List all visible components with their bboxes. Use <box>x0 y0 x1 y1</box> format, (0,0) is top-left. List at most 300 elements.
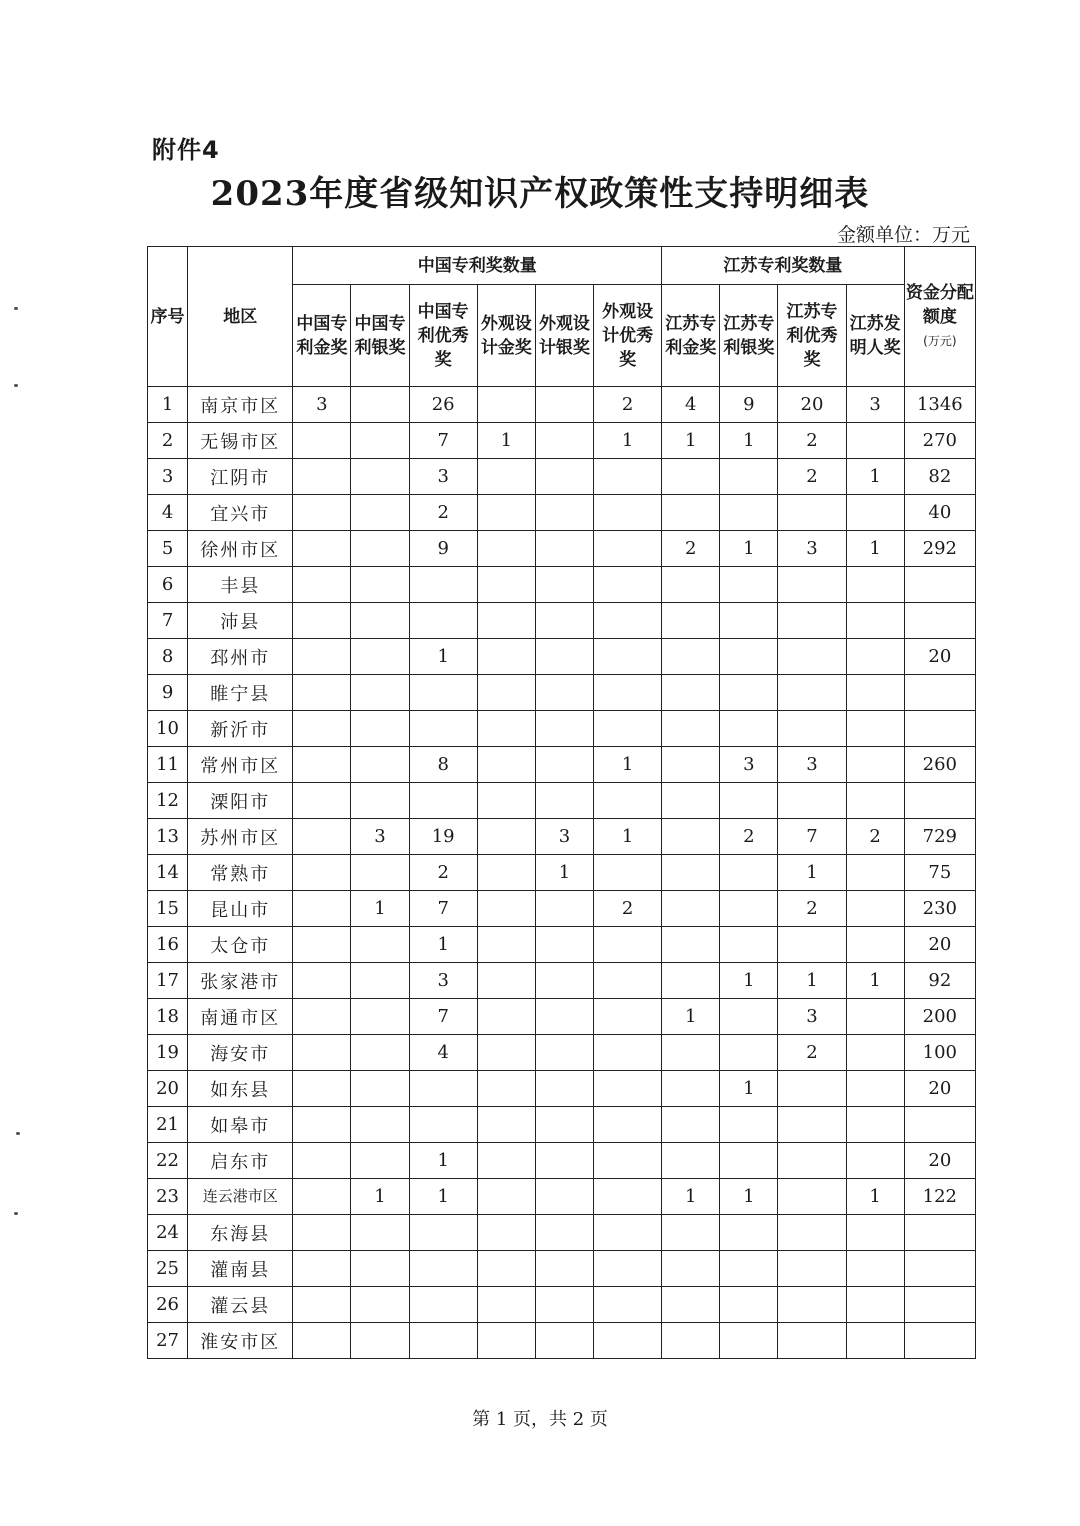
table-row <box>148 711 976 747</box>
cell-count <box>778 927 846 963</box>
header-index: 序号 <box>148 247 188 387</box>
cell-count <box>594 1035 662 1071</box>
cell-count <box>594 1143 662 1179</box>
cell-count <box>477 639 535 675</box>
cell-count: 1 <box>409 927 477 963</box>
cell-count <box>846 855 904 891</box>
cell-count <box>720 1251 778 1287</box>
cell-index: 14 <box>148 855 188 891</box>
cell-count <box>477 1323 535 1359</box>
cell-count <box>477 1143 535 1179</box>
cell-count <box>409 603 477 639</box>
cell-count <box>720 567 778 603</box>
cell-count <box>846 711 904 747</box>
cell-fund: 20 <box>904 1143 975 1179</box>
cell-count <box>293 891 351 927</box>
cell-count <box>477 891 535 927</box>
cell-count <box>477 531 535 567</box>
cell-count <box>662 891 720 927</box>
cell-index: 20 <box>148 1071 188 1107</box>
cell-count <box>535 891 593 927</box>
cell-index: 15 <box>148 891 188 927</box>
cell-count <box>535 1215 593 1251</box>
cell-count <box>293 459 351 495</box>
cell-count <box>778 1251 846 1287</box>
cell-count <box>293 999 351 1035</box>
header-col: 中国专利银奖 <box>351 285 409 387</box>
cell-count <box>293 747 351 783</box>
cell-count <box>662 639 720 675</box>
cell-count <box>409 783 477 819</box>
cell-count: 7 <box>409 423 477 459</box>
cell-count: 3 <box>720 747 778 783</box>
cell-fund: 122 <box>904 1179 975 1215</box>
header-group-jiangsu: 江苏专利奖数量 <box>662 247 905 285</box>
cell-count <box>477 1179 535 1215</box>
cell-index: 27 <box>148 1323 188 1359</box>
cell-count: 2 <box>409 855 477 891</box>
cell-count <box>535 423 593 459</box>
cell-count: 1 <box>409 1179 477 1215</box>
cell-count <box>778 1071 846 1107</box>
cell-count <box>409 1071 477 1107</box>
cell-count <box>720 603 778 639</box>
cell-count: 7 <box>409 999 477 1035</box>
table-body <box>148 387 976 1359</box>
cell-count <box>594 1323 662 1359</box>
cell-count <box>778 603 846 639</box>
cell-region: 南通市区 <box>188 999 293 1035</box>
cell-count <box>409 1107 477 1143</box>
cell-region: 丰县 <box>188 567 293 603</box>
cell-count <box>535 927 593 963</box>
cell-count: 1 <box>409 639 477 675</box>
header-col: 外观设计优秀奖 <box>594 285 662 387</box>
cell-count: 1 <box>409 1143 477 1179</box>
header-group-china: 中国专利奖数量 <box>293 247 662 285</box>
unit-note: 金额单位：万元 <box>836 224 970 246</box>
cell-fund <box>904 1251 975 1287</box>
cell-fund: 260 <box>904 747 975 783</box>
page-title: 2023年度省级知识产权政策性支持明细表 <box>210 174 870 214</box>
table-row <box>148 1323 976 1359</box>
cell-count <box>409 1215 477 1251</box>
cell-index: 8 <box>148 639 188 675</box>
cell-region: 无锡市区 <box>188 423 293 459</box>
cell-count <box>293 1143 351 1179</box>
cell-index: 13 <box>148 819 188 855</box>
cell-count <box>351 531 409 567</box>
cell-count <box>594 1287 662 1323</box>
cell-count <box>662 927 720 963</box>
cell-count: 3 <box>846 387 904 423</box>
cell-index: 24 <box>148 1215 188 1251</box>
cell-count <box>662 711 720 747</box>
cell-count <box>477 459 535 495</box>
header-fund-label: 资金分配额度 <box>905 282 974 327</box>
cell-count: 19 <box>409 819 477 855</box>
cell-count <box>351 387 409 423</box>
cell-fund: 270 <box>904 423 975 459</box>
cell-count <box>846 891 904 927</box>
cell-count <box>846 567 904 603</box>
cell-count <box>778 1179 846 1215</box>
cell-count <box>846 1215 904 1251</box>
cell-count <box>594 927 662 963</box>
cell-region: 太仓市 <box>188 927 293 963</box>
cell-count <box>778 1287 846 1323</box>
cell-index: 22 <box>148 1143 188 1179</box>
cell-count <box>535 1143 593 1179</box>
cell-count <box>293 1287 351 1323</box>
cell-count: 1 <box>594 747 662 783</box>
cell-fund: 20 <box>904 639 975 675</box>
cell-region: 宜兴市 <box>188 495 293 531</box>
cell-count <box>351 603 409 639</box>
cell-region: 新沂市 <box>188 711 293 747</box>
cell-region: 灌云县 <box>188 1287 293 1323</box>
cell-count: 1 <box>846 963 904 999</box>
cell-count <box>535 999 593 1035</box>
cell-count <box>351 1287 409 1323</box>
cell-fund: 729 <box>904 819 975 855</box>
cell-count <box>535 675 593 711</box>
cell-count <box>846 999 904 1035</box>
scan-speck <box>16 1132 20 1135</box>
cell-count <box>351 999 409 1035</box>
cell-count: 9 <box>409 531 477 567</box>
cell-count <box>535 531 593 567</box>
cell-count <box>778 675 846 711</box>
cell-count <box>351 927 409 963</box>
cell-count: 1 <box>535 855 593 891</box>
cell-count <box>594 999 662 1035</box>
table-row <box>148 567 976 603</box>
cell-count: 9 <box>720 387 778 423</box>
cell-count <box>846 675 904 711</box>
cell-count: 4 <box>409 1035 477 1071</box>
cell-count <box>293 531 351 567</box>
cell-count <box>662 1107 720 1143</box>
cell-count: 2 <box>778 423 846 459</box>
cell-count <box>778 783 846 819</box>
cell-count <box>535 1071 593 1107</box>
cell-count: 8 <box>409 747 477 783</box>
cell-region: 如东县 <box>188 1071 293 1107</box>
cell-count: 1 <box>720 1179 778 1215</box>
cell-count <box>594 1107 662 1143</box>
cell-count <box>778 495 846 531</box>
cell-count <box>535 603 593 639</box>
cell-index: 12 <box>148 783 188 819</box>
cell-fund: 100 <box>904 1035 975 1071</box>
cell-count: 3 <box>351 819 409 855</box>
cell-count <box>293 1071 351 1107</box>
cell-count <box>720 927 778 963</box>
cell-count <box>351 567 409 603</box>
header-col: 江苏发明人奖 <box>846 285 904 387</box>
cell-count <box>293 927 351 963</box>
cell-fund <box>904 1323 975 1359</box>
cell-count <box>477 999 535 1035</box>
cell-fund: 92 <box>904 963 975 999</box>
cell-count: 2 <box>662 531 720 567</box>
cell-count <box>351 1071 409 1107</box>
cell-count <box>662 675 720 711</box>
cell-count <box>846 639 904 675</box>
cell-count <box>351 1215 409 1251</box>
cell-count <box>293 423 351 459</box>
cell-count <box>778 711 846 747</box>
cell-count <box>293 819 351 855</box>
cell-index: 1 <box>148 387 188 423</box>
cell-count: 3 <box>409 459 477 495</box>
cell-count <box>409 1287 477 1323</box>
table-row <box>148 891 976 927</box>
cell-count <box>477 603 535 639</box>
table-row <box>148 1071 976 1107</box>
table-row <box>148 531 976 567</box>
cell-count: 2 <box>778 459 846 495</box>
cell-count <box>594 783 662 819</box>
cell-count <box>720 1035 778 1071</box>
cell-count <box>662 1287 720 1323</box>
cell-count <box>662 819 720 855</box>
cell-count: 20 <box>778 387 846 423</box>
cell-count <box>720 711 778 747</box>
cell-index: 18 <box>148 999 188 1035</box>
cell-count <box>293 639 351 675</box>
cell-fund <box>904 1107 975 1143</box>
cell-count <box>293 1035 351 1071</box>
cell-count <box>846 747 904 783</box>
cell-fund: 292 <box>904 531 975 567</box>
cell-count <box>720 639 778 675</box>
cell-index: 11 <box>148 747 188 783</box>
cell-count <box>477 819 535 855</box>
cell-count <box>351 711 409 747</box>
cell-count <box>477 1287 535 1323</box>
cell-count <box>662 1071 720 1107</box>
cell-fund <box>904 1287 975 1323</box>
cell-count <box>477 567 535 603</box>
cell-count: 1 <box>720 423 778 459</box>
cell-count: 3 <box>778 747 846 783</box>
cell-region: 江阴市 <box>188 459 293 495</box>
cell-count <box>720 999 778 1035</box>
cell-count <box>351 1323 409 1359</box>
cell-count: 1 <box>846 531 904 567</box>
cell-index: 6 <box>148 567 188 603</box>
cell-count <box>720 495 778 531</box>
cell-count <box>846 783 904 819</box>
cell-count <box>535 1107 593 1143</box>
table-row <box>148 1035 976 1071</box>
cell-count <box>662 567 720 603</box>
table-row <box>148 1287 976 1323</box>
cell-count: 4 <box>662 387 720 423</box>
cell-count: 2 <box>778 891 846 927</box>
table-row <box>148 1143 976 1179</box>
cell-count <box>535 783 593 819</box>
cell-count: 1 <box>351 891 409 927</box>
cell-count: 1 <box>778 855 846 891</box>
cell-count <box>778 567 846 603</box>
table-row <box>148 855 976 891</box>
cell-count <box>778 1215 846 1251</box>
cell-count <box>477 1035 535 1071</box>
cell-count <box>662 603 720 639</box>
cell-count <box>662 459 720 495</box>
cell-fund: 82 <box>904 459 975 495</box>
cell-fund: 40 <box>904 495 975 531</box>
table-row <box>148 639 976 675</box>
cell-count <box>846 1323 904 1359</box>
cell-count <box>477 1215 535 1251</box>
table-row <box>148 387 976 423</box>
cell-count: 3 <box>293 387 351 423</box>
cell-count: 1 <box>720 1071 778 1107</box>
cell-count <box>351 423 409 459</box>
cell-count: 3 <box>778 531 846 567</box>
cell-count: 3 <box>535 819 593 855</box>
cell-fund <box>904 783 975 819</box>
cell-count <box>846 1107 904 1143</box>
cell-count <box>351 1035 409 1071</box>
cell-count <box>594 603 662 639</box>
cell-count <box>720 675 778 711</box>
cell-count: 1 <box>477 423 535 459</box>
cell-count <box>409 711 477 747</box>
cell-count: 7 <box>778 819 846 855</box>
cell-count <box>535 459 593 495</box>
cell-count <box>594 1071 662 1107</box>
cell-count <box>351 747 409 783</box>
cell-count <box>594 639 662 675</box>
cell-index: 4 <box>148 495 188 531</box>
cell-index: 10 <box>148 711 188 747</box>
scan-speck <box>14 384 18 387</box>
cell-count <box>409 1251 477 1287</box>
cell-count <box>477 855 535 891</box>
table-row <box>148 423 976 459</box>
cell-count <box>594 567 662 603</box>
cell-count <box>594 1215 662 1251</box>
table-row <box>148 819 976 855</box>
cell-index: 9 <box>148 675 188 711</box>
cell-index: 7 <box>148 603 188 639</box>
cell-count <box>662 855 720 891</box>
cell-region: 南京市区 <box>188 387 293 423</box>
cell-count: 2 <box>846 819 904 855</box>
cell-count <box>351 783 409 819</box>
cell-count <box>662 1251 720 1287</box>
cell-count: 1 <box>778 963 846 999</box>
cell-count <box>594 459 662 495</box>
cell-region: 连云港市区 <box>188 1179 293 1215</box>
cell-index: 19 <box>148 1035 188 1071</box>
cell-region: 灌南县 <box>188 1251 293 1287</box>
cell-index: 23 <box>148 1179 188 1215</box>
cell-count <box>477 1251 535 1287</box>
cell-count: 2 <box>720 819 778 855</box>
cell-count <box>293 1107 351 1143</box>
cell-count: 1 <box>351 1179 409 1215</box>
cell-count <box>778 1143 846 1179</box>
table-row <box>148 495 976 531</box>
cell-count <box>477 675 535 711</box>
header-col: 中国专利优秀奖 <box>409 285 477 387</box>
cell-count <box>351 495 409 531</box>
cell-count <box>477 963 535 999</box>
cell-count <box>351 963 409 999</box>
cell-count: 2 <box>778 1035 846 1071</box>
cell-region: 海安市 <box>188 1035 293 1071</box>
table-row <box>148 1107 976 1143</box>
cell-count <box>477 495 535 531</box>
cell-region: 溧阳市 <box>188 783 293 819</box>
cell-fund <box>904 567 975 603</box>
cell-region: 徐州市区 <box>188 531 293 567</box>
cell-count <box>662 1323 720 1359</box>
cell-count <box>594 495 662 531</box>
cell-index: 2 <box>148 423 188 459</box>
cell-fund <box>904 603 975 639</box>
support-detail-table <box>147 246 976 1359</box>
cell-count <box>293 1215 351 1251</box>
table-row <box>148 999 976 1035</box>
cell-count: 1 <box>662 999 720 1035</box>
cell-count <box>477 927 535 963</box>
cell-region: 昆山市 <box>188 891 293 927</box>
cell-count <box>351 675 409 711</box>
cell-count: 3 <box>409 963 477 999</box>
header-fund <box>904 247 975 387</box>
cell-count <box>477 783 535 819</box>
cell-count <box>535 387 593 423</box>
cell-count <box>535 1035 593 1071</box>
cell-count <box>720 1107 778 1143</box>
cell-count <box>351 1251 409 1287</box>
cell-count: 1 <box>662 1179 720 1215</box>
table-row <box>148 459 976 495</box>
cell-count <box>594 1251 662 1287</box>
cell-count <box>351 1143 409 1179</box>
cell-count <box>477 1107 535 1143</box>
scan-speck <box>14 1212 18 1215</box>
cell-count <box>720 459 778 495</box>
cell-count: 3 <box>778 999 846 1035</box>
table-row <box>148 747 976 783</box>
cell-count <box>351 459 409 495</box>
cell-count <box>477 387 535 423</box>
cell-count <box>535 963 593 999</box>
header-col: 江苏专利优秀奖 <box>778 285 846 387</box>
cell-region: 张家港市 <box>188 963 293 999</box>
cell-count: 1 <box>662 423 720 459</box>
cell-count <box>720 891 778 927</box>
cell-count <box>535 1323 593 1359</box>
cell-count <box>662 783 720 819</box>
cell-count <box>535 747 593 783</box>
table-row <box>148 963 976 999</box>
cell-fund: 230 <box>904 891 975 927</box>
cell-count <box>351 855 409 891</box>
cell-count: 7 <box>409 891 477 927</box>
page-footer: 第 1 页，共 2 页 <box>472 1409 608 1430</box>
cell-fund <box>904 1215 975 1251</box>
cell-count <box>293 711 351 747</box>
